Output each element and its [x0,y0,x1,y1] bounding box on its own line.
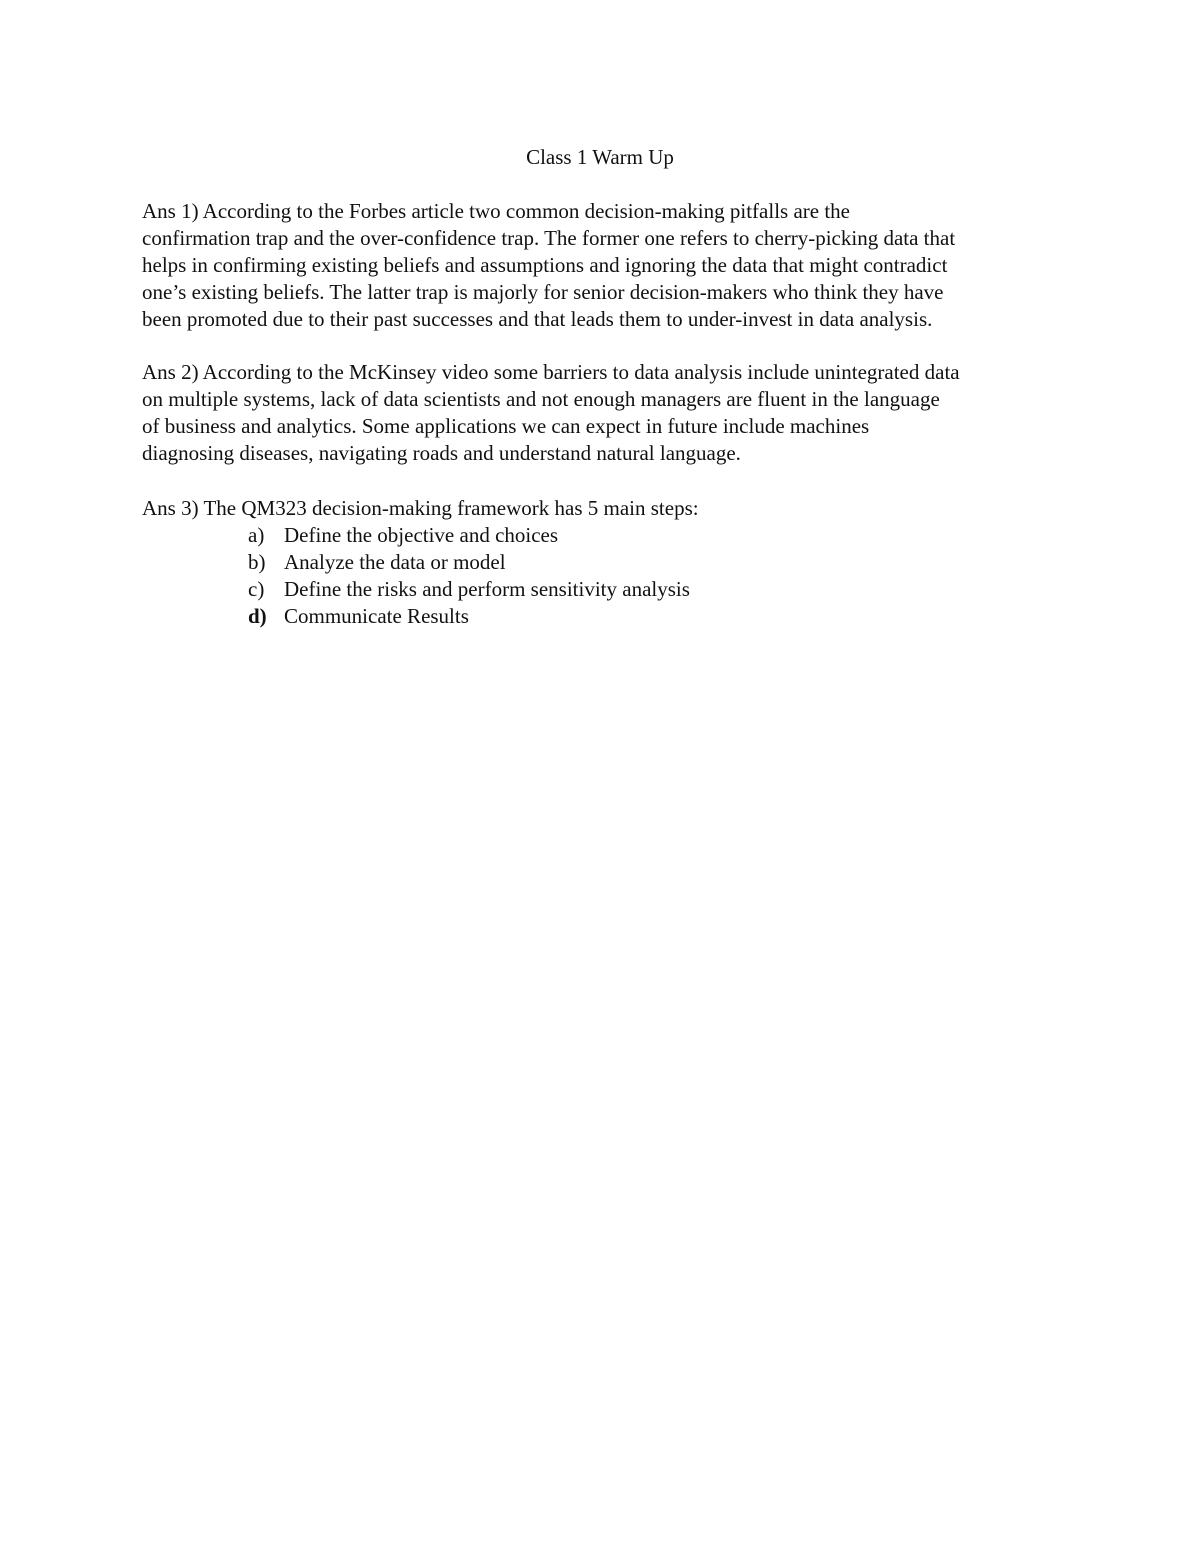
list-item [248,576,690,603]
answer-1-line: been promoted due to their past successes and that leads them to under-invest in data analysis. [142,307,933,331]
list-item [248,522,690,549]
list-item [248,603,690,630]
answer-3-paragraph [142,495,1067,522]
answer-2-line: diagnosing diseases, navigating roads and understand natural language. [142,441,741,465]
list-item [248,549,690,576]
answer-1-paragraph [142,198,1067,333]
list-item-text: Define the risks and perform sensitivity analysis [284,577,690,601]
list-item-text: Communicate Results [284,604,469,628]
answer-1-line: Ans 1) According to the Forbes article two common decision-making pitfalls are the [142,199,850,223]
answer-2-line: Ans 2) According to the McKinsey video some barriers to data analysis include unintegrated data [142,360,960,384]
framework-steps-list [248,522,690,630]
answer-3-line: Ans 3) The QM323 decision-making framework has 5 main steps: [142,496,699,520]
list-item-text: Define the objective and choices [284,523,559,547]
answer-1-line: confirmation trap and the over-confidence trap. The former one refers to cherry-picking data that [142,226,956,250]
list-marker: d) [248,604,267,628]
answer-2-line: of business and analytics. Some applications we can expect in future include machines [142,414,870,438]
answer-1-line: one’s existing beliefs. The latter trap is majorly for senior decision-makers who think they have [142,280,944,304]
page-title: Class 1 Warm Up [526,145,674,169]
list-marker: a) [248,523,265,547]
answer-2-line: on multiple systems, lack of data scientists and not enough managers are fluent in the language [142,387,940,411]
answer-1-line: helps in confirming existing beliefs and assumptions and ignoring the data that might contradict [142,253,948,277]
list-marker: c) [248,577,265,601]
list-item-text: Analyze the data or model [284,550,506,574]
list-marker: b) [248,550,266,574]
answer-2-paragraph [142,359,1067,467]
